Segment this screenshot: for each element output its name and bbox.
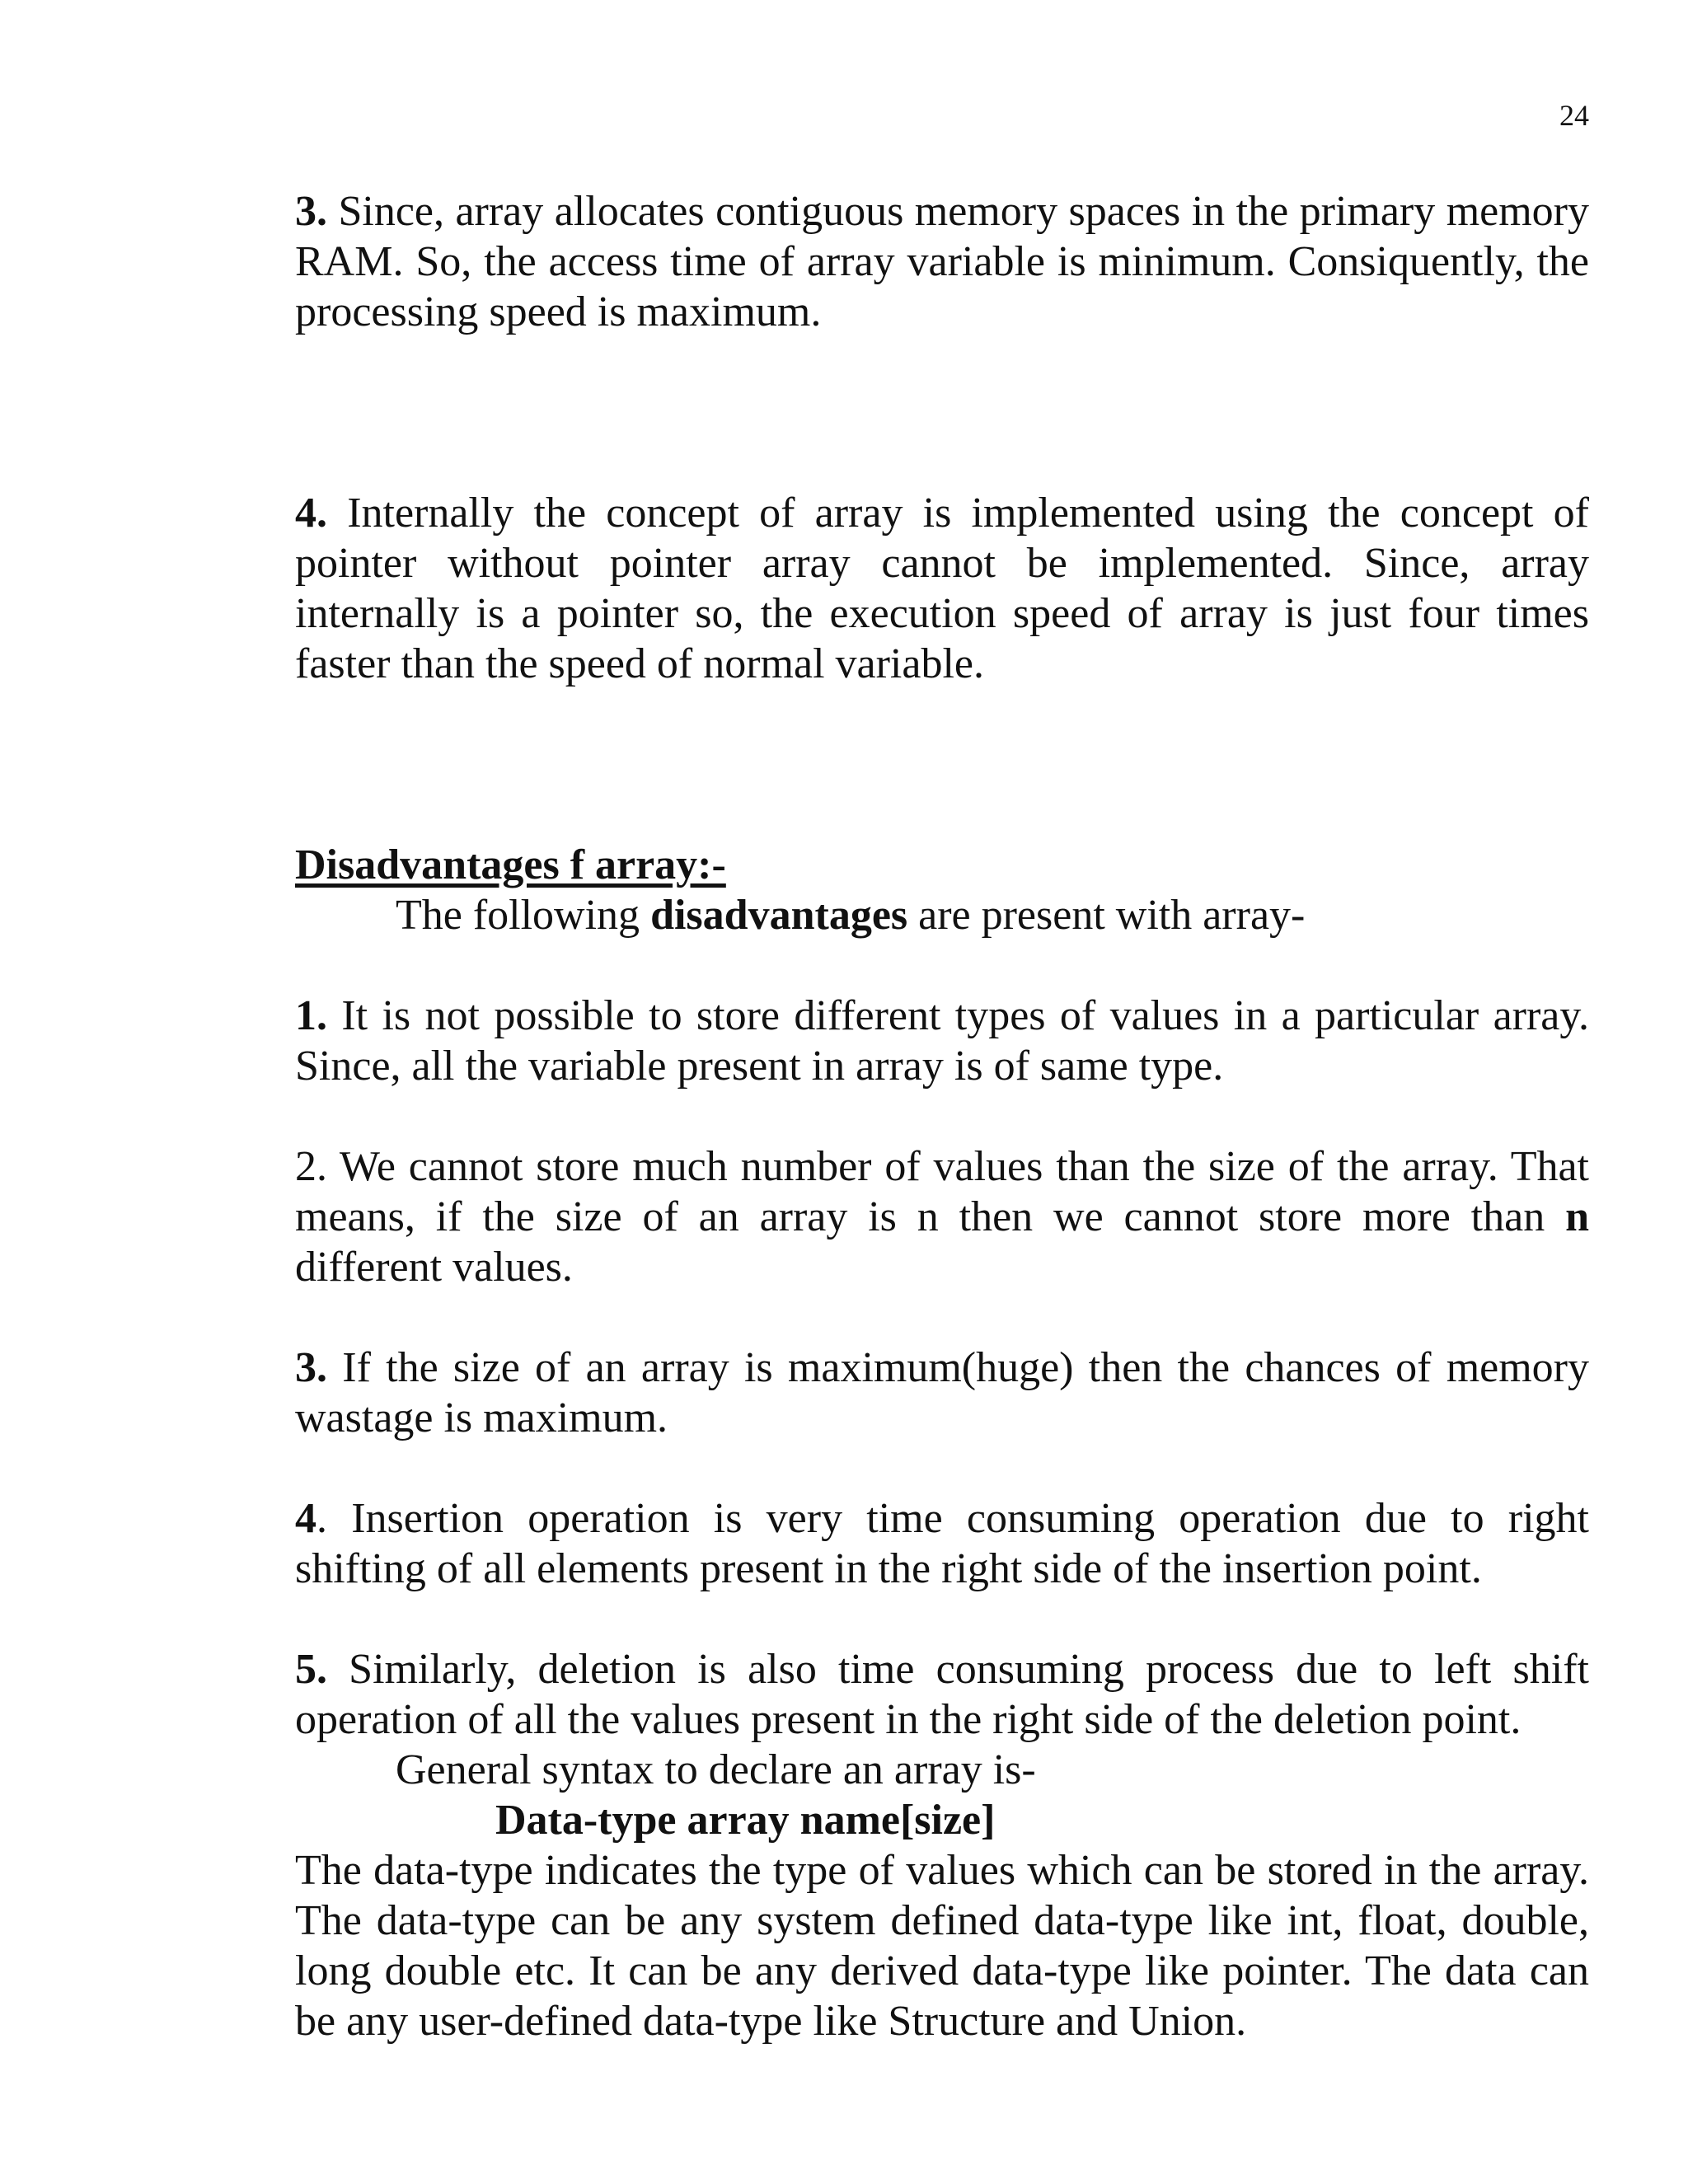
- item-text: It is not possible to store different types of values in a particular array. Since, all the variable present in array is of same type.: [295, 992, 1589, 1090]
- disadvantage-item-3: [295, 1343, 1589, 1443]
- section-heading: Disadvantages f array:-: [295, 841, 726, 888]
- item-number: 1.: [295, 992, 327, 1039]
- advantage-item-3: [295, 186, 1589, 337]
- item-text: We cannot store much number of values than the size of the array. That means, if the size of an array is n then we cannot store more than: [295, 1143, 1589, 1240]
- item-bold-text: n: [1565, 1193, 1589, 1240]
- item-number: 4: [295, 1495, 316, 1542]
- page-body: [295, 186, 1589, 2046]
- item-text: Since, array allocates contiguous memory spaces in the primary memory RAM. So, the access time of array variable is minimum. Consiquently, the processing speed is maximum.: [295, 188, 1589, 335]
- page-number: 24: [1559, 99, 1589, 132]
- item-text: . Insertion operation is very time consuming operation due to right shifting of all elements present in the right side of the insertion point.: [295, 1495, 1589, 1592]
- item-text: Internally the concept of array is implemented using the concept of pointer without pointer array cannot be implemented. Since, array internally is a pointer so, the execution speed of array is just four times faster than the speed of normal variable.: [295, 490, 1589, 687]
- item-number: 4.: [295, 490, 327, 537]
- disadvantage-item-4: [295, 1493, 1589, 1594]
- intro-bold-text: disadvantages: [650, 892, 908, 939]
- item-text-end: different values.: [295, 1244, 573, 1291]
- syntax-explanation: The data-type indicates the type of values which can be stored in the array. The data-type can be any system defined data-type like int, float, double, long double etc. It can be any derived data-type like pointer. The data can be any user-defined data-type like Structure and Union.: [295, 1847, 1589, 2045]
- item-number: 5.: [295, 1646, 327, 1693]
- disadvantage-item-1: [295, 991, 1589, 1091]
- advantage-item-4: [295, 488, 1589, 689]
- item-number: 3.: [295, 1344, 327, 1391]
- item-number: 3.: [295, 188, 327, 235]
- intro-text: The following: [396, 892, 651, 939]
- disadvantage-item-5: [295, 1644, 1589, 1745]
- item-number: 2.: [295, 1143, 327, 1190]
- intro-text-end: are present with array-: [907, 892, 1306, 939]
- item-text: If the size of an array is maximum(huge) then the chances of memory wastage is maximum.: [295, 1344, 1589, 1441]
- disadvantage-item-2: [295, 1141, 1589, 1292]
- syntax-intro: General syntax to declare an array is-: [396, 1746, 1036, 1793]
- item-text: Similarly, deletion is also time consuming process due to left shift operation of all the values present in the right side of the deletion point.: [295, 1646, 1589, 1743]
- syntax-declaration: Data-type array name[size]: [495, 1797, 996, 1844]
- section-intro: [295, 890, 1589, 940]
